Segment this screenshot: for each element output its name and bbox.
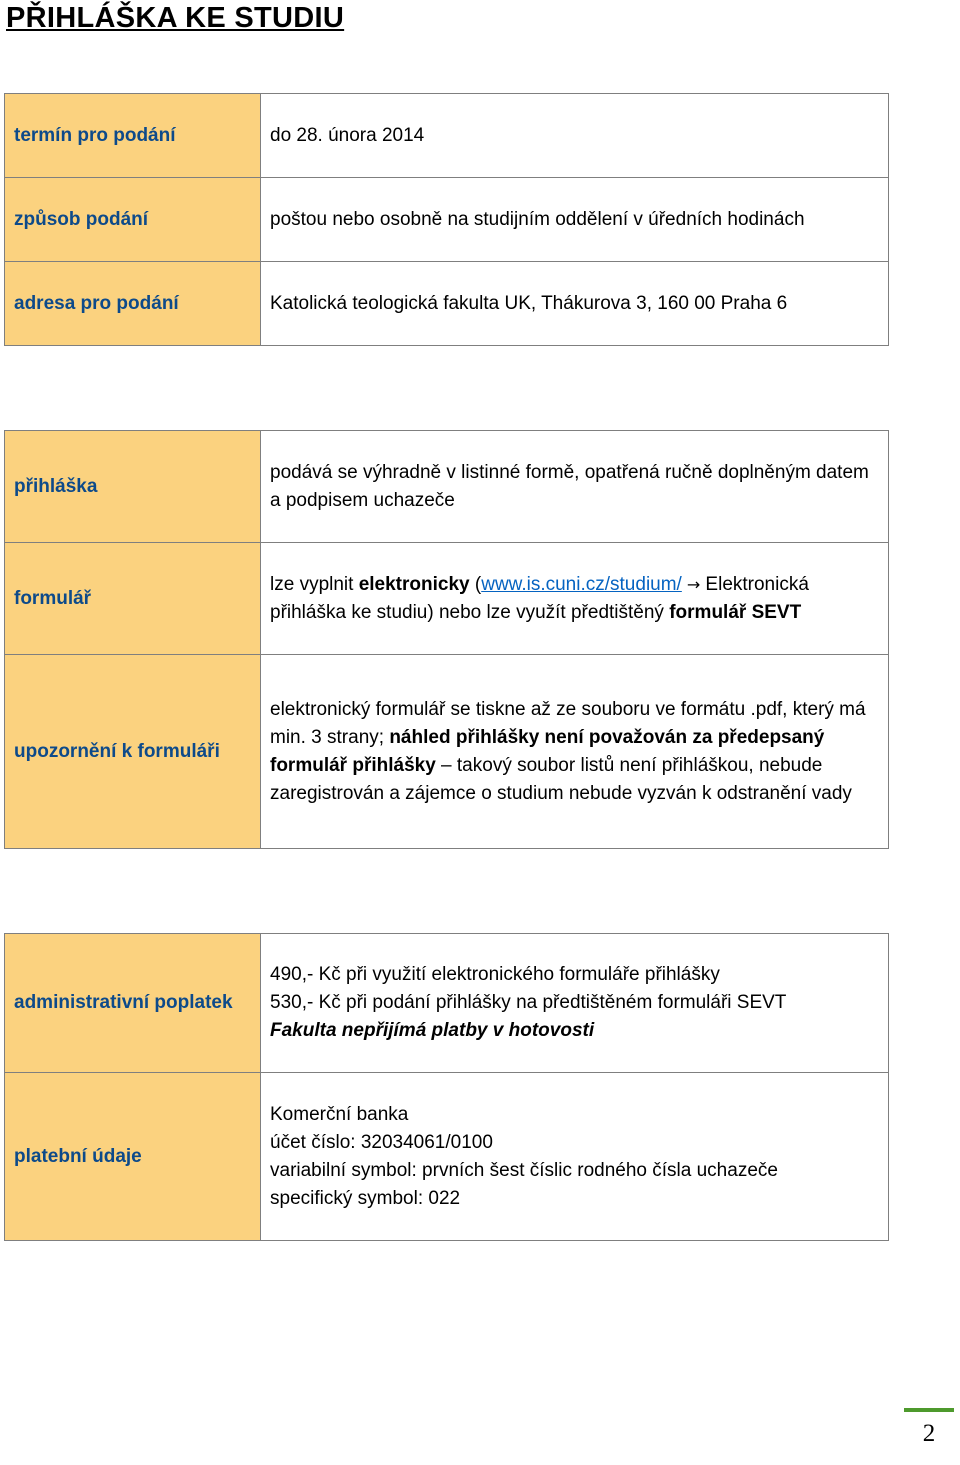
- table-row: [5, 934, 889, 1073]
- page-number: 2: [904, 1408, 954, 1448]
- fee-electronic: 490,- Kč při využití elektronického formuláře přihlášky: [270, 964, 720, 985]
- page-title: PŘIHLÁŠKA KE STUDIU: [6, 2, 345, 34]
- form-electronic: elektronicky: [358, 573, 470, 595]
- table-row: [5, 655, 889, 849]
- table-row: [5, 178, 889, 262]
- fee-no-cash: Fakulta nepřijímá platby v hotovosti: [270, 1020, 595, 1041]
- warning-text-2: – takový soubor listů není přihláškou, nebude zaregistrován a zájemce o studium nebude vyzván k odstranění vady: [270, 754, 852, 804]
- address-value: Katolická teologická fakulta UK, Thákurova 3, 160 00 Praha 6: [261, 262, 889, 346]
- submission-table: [4, 93, 889, 346]
- fee-printed: 530,- Kč při podání přihlášky na předtištěném formuláři SEVT: [270, 992, 787, 1013]
- form-text: lze vyplnit: [270, 573, 359, 595]
- table-row: [5, 262, 889, 346]
- deadline-label: termín pro podání: [5, 94, 261, 178]
- deadline-value: do 28. února 2014: [261, 94, 889, 178]
- warning-text: elektronický formulář se tiskne až ze souboru ve formátu .pdf, který má min. 3 strany;: [270, 698, 866, 748]
- application-table: [4, 430, 889, 849]
- payment-value: [261, 1073, 889, 1241]
- fees-table: [4, 933, 889, 1241]
- prihlaska-value: podává se výhradně v listinné formě, opatřená ručně doplněným datem a podpisem uchazeče: [261, 431, 889, 543]
- admin-fee-value: [261, 934, 889, 1073]
- form-text-2: Elektronická přihláška ke studiu) nebo lze využít předtištěný: [270, 573, 809, 623]
- form-paren: (: [469, 573, 482, 595]
- table-row: [5, 94, 889, 178]
- admin-fee-label: administrativní poplatek: [5, 934, 261, 1073]
- method-label: způsob podání: [5, 178, 261, 262]
- prihlaska-label: přihláška: [5, 431, 261, 543]
- specific-symbol: specifický symbol: 022: [270, 1187, 461, 1209]
- method-value: poštou nebo osobně na studijním oddělení v úředních hodinách: [261, 178, 889, 262]
- table-row: [5, 543, 889, 655]
- arrow-right-icon: →: [681, 574, 706, 594]
- warning-value: [261, 655, 889, 849]
- warning-bold: náhled přihlášky není považován za předepsaný formulář přihlášky: [270, 726, 825, 776]
- form-value: [261, 543, 889, 655]
- form-label: formulář: [5, 543, 261, 655]
- account-number: účet číslo: 32034061/0100: [270, 1131, 493, 1153]
- table-row: [5, 1073, 889, 1241]
- variable-symbol: variabilní symbol: prvních šest číslic rodného čísla uchazeče: [270, 1159, 778, 1181]
- bank-name: Komerční banka: [270, 1103, 409, 1125]
- table-row: [5, 431, 889, 543]
- payment-label: platební údaje: [5, 1073, 261, 1241]
- studium-link[interactable]: www.is.cuni.cz/studium/: [481, 573, 682, 595]
- address-label: adresa pro podání: [5, 262, 261, 346]
- warning-label: upozornění k formuláři: [5, 655, 261, 849]
- form-sevt: formulář SEVT: [669, 601, 802, 623]
